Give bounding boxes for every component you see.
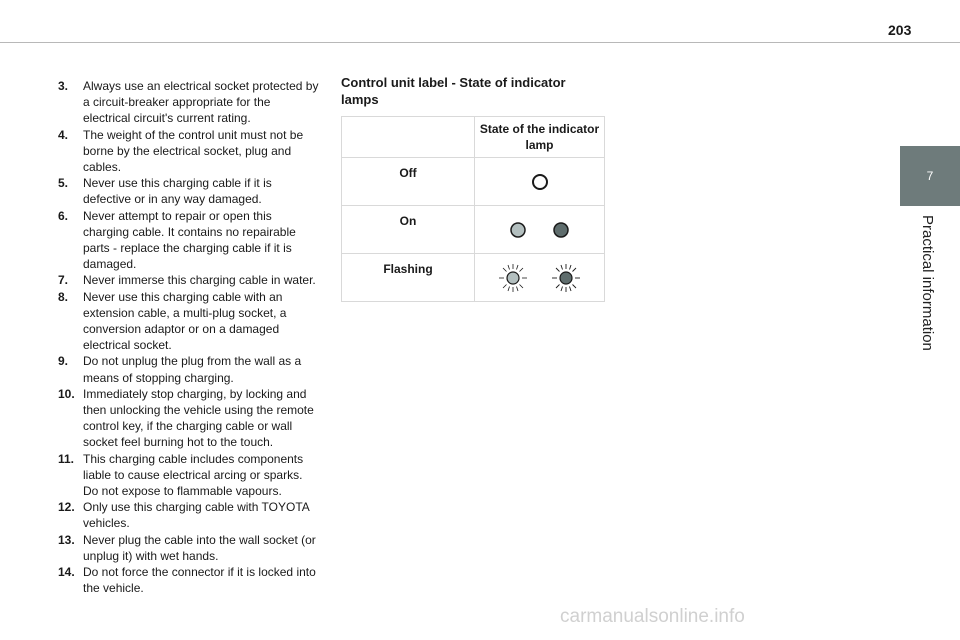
list-item (58, 289, 320, 354)
lamp-off-icon (530, 172, 550, 192)
lamp-cell-off (475, 158, 605, 206)
item-number: 3. (58, 79, 69, 93)
page-number: 203 (888, 22, 912, 38)
item-text: Do not unplug the plug from the wall as a means of stopping charging. (83, 354, 302, 385)
chapter-title-text: Practical information (919, 215, 936, 351)
lamp-flashing-light-icon (498, 263, 528, 293)
chapter-title-vertical (918, 215, 938, 365)
list-item (58, 451, 320, 500)
item-number: 12. (58, 500, 75, 515)
item-text: Do not force the connector if it is locked into the vehicle. (83, 565, 316, 596)
lamp-cell-flashing (475, 254, 605, 302)
item-number: 6. (58, 208, 69, 223)
table-header-row (342, 117, 605, 158)
list-item (58, 532, 320, 564)
item-text: Never use this charging cable with an extension cable, a multi-plug socket, a conversion adaptor or on a damaged electrical socket. (83, 289, 287, 353)
item-number: 4. (58, 127, 69, 142)
item-number: 14. (58, 565, 75, 580)
list-item (58, 175, 320, 207)
item-number: 9. (58, 354, 69, 369)
list-item (58, 78, 320, 127)
item-number: 7. (58, 273, 69, 288)
chapter-tab: 7 (900, 146, 960, 206)
item-text: Never immerse this charging cable in water. (83, 273, 316, 288)
list-item (58, 127, 320, 176)
lamp-on-dark-icon (551, 220, 571, 240)
list-item (58, 564, 320, 596)
safety-instructions-list (58, 78, 320, 597)
state-label-flashing: Flashing (342, 254, 475, 302)
item-text: Only use this charging cable with TOYOTA vehicles. (83, 500, 310, 531)
list-item (58, 272, 320, 288)
table-row (342, 206, 605, 254)
lamp-flashing-dark-icon (551, 263, 581, 293)
item-number: 8. (58, 289, 69, 304)
lamp-on-light-icon (508, 220, 528, 240)
header-cell-empty (342, 117, 475, 158)
list-item (58, 208, 320, 273)
header-divider (0, 42, 960, 43)
state-label-off: Off (342, 158, 475, 206)
item-number: 10. (58, 386, 75, 401)
header-cell-state: State of the indicator lamp (475, 117, 605, 158)
list-item (58, 499, 320, 531)
item-text: Never attempt to repair or open this charging cable. It contains no repairable parts - replace the charging cable if it is damaged. (83, 208, 296, 272)
item-text: Never plug the cable into the wall socket (or unplug it) with wet hands. (83, 532, 316, 563)
list-item (58, 386, 320, 451)
item-number: 5. (58, 176, 69, 191)
item-text: Immediately stop charging, by locking and then unlocking the vehicle using the remote control key, if the charging cable or wall socket feel burning hot to the touch. (83, 386, 314, 450)
item-text: Always use an electrical socket protected by a circuit-breaker appropriate for the electrical circuit's current rating. (83, 79, 319, 126)
item-number: 11. (58, 451, 75, 466)
item-number: 13. (58, 532, 75, 547)
table-row (342, 158, 605, 206)
watermark: carmanualsonline.info (560, 606, 745, 627)
table-row (342, 254, 605, 302)
lamp-cell-on (475, 206, 605, 254)
table-title: Control unit label - State of indicator lamps (341, 75, 566, 107)
state-label-on: On (342, 206, 475, 254)
item-text: Never use this charging cable if it is defective or in any way damaged. (83, 176, 272, 207)
indicator-state-table (341, 116, 605, 302)
list-item (58, 353, 320, 385)
item-text: The weight of the control unit must not be borne by the electrical socket, plug and cables. (83, 127, 304, 175)
item-text: This charging cable includes components liable to cause electrical arcing or sparks. Do not expose to flammable vapours. (83, 451, 304, 499)
